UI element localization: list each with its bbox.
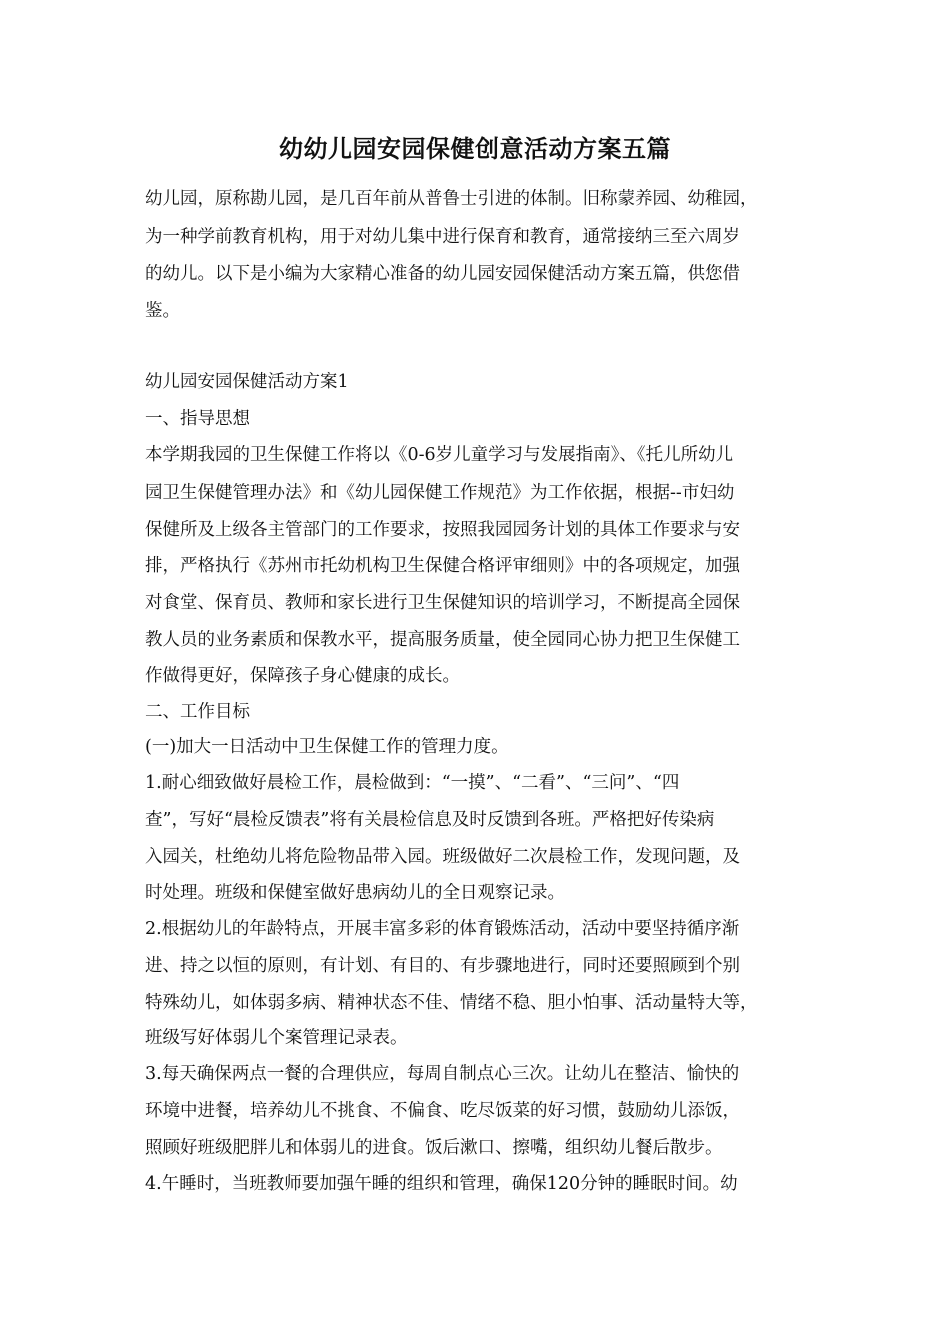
section-heading: 幼儿园安园保健活动方案1	[145, 372, 349, 392]
paragraph-line: 教人员的业务素质和保教水平，提高服务质量，使全园同心协力把卫生保健工	[145, 630, 740, 650]
paragraph-line: 的幼儿。以下是小编为大家精心准备的幼儿园安园保健活动方案五篇，供您借	[145, 264, 740, 284]
paragraph-line: 入园关，杜绝幼儿将危险物品带入园。班级做好二次晨检工作，发现问题，及	[145, 847, 740, 867]
paragraph-line: 时处理。班级和保健室做好患病幼儿的全日观察记录。	[145, 883, 565, 903]
section-heading: 一、指导思想	[145, 409, 250, 429]
paragraph-line: 1.耐心细致做好晨检工作，晨检做到：“一摸”、“二看”、“三问”、“四	[145, 773, 680, 793]
paragraph-line: 班级写好体弱儿个案管理记录表。	[145, 1028, 408, 1048]
paragraph-line: 4.午睡时，当班教师要加强午睡的组织和管理，确保120分钟的睡眠时间。幼	[145, 1174, 738, 1194]
page-title: 幼幼儿园安园保健创意活动方案五篇	[279, 134, 671, 163]
paragraph-line: 3.每天确保两点一餐的合理供应，每周自制点心三次。让幼儿在整洁、愉快的	[145, 1064, 740, 1084]
paragraph-line: 环境中进餐，培养幼儿不挑食、不偏食、吃尽饭菜的好习惯，鼓励幼儿添饭，	[145, 1101, 740, 1121]
paragraph-line: 对食堂、保育员、教师和家长进行卫生保健知识的培训学习，不断提高全园保	[145, 593, 740, 613]
paragraph-line: 特殊幼儿，如体弱多病、精神状态不佳、情绪不稳、胆小怕事、活动量特大等，	[145, 993, 758, 1013]
paragraph-line: 园卫生保健管理办法》和《幼儿园保健工作规范》为工作依据，根据--市妇幼	[145, 483, 735, 503]
paragraph-line: 排，严格执行《苏州市托幼机构卫生保健合格评审细则》中的各项规定，加强	[145, 556, 740, 576]
section-heading: 二、工作目标	[145, 702, 250, 722]
paragraph-line: 2.根据幼儿的年龄特点，开展丰富多彩的体育锻炼活动，活动中要坚持循序渐	[145, 919, 740, 939]
paragraph-line: 进、持之以恒的原则，有计划、有目的、有步骤地进行，同时还要照顾到个别	[145, 956, 740, 976]
paragraph-line: 查”，写好“晨检反馈表”将有关晨检信息及时反馈到各班。严格把好传染病	[145, 810, 715, 830]
paragraph-line: 本学期我园的卫生保健工作将以《0-6岁儿童学习与发展指南》、《托儿所幼儿	[145, 445, 734, 465]
paragraph-line: 照顾好班级肥胖儿和体弱儿的进食。饭后漱口、擦嘴，组织幼儿餐后散步。	[145, 1138, 723, 1158]
paragraph-line: 作做得更好，保障孩子身心健康的成长。	[145, 666, 460, 686]
paragraph-line: 为一种学前教育机构，用于对幼儿集中进行保育和教育，通常接纳三至六周岁	[145, 227, 740, 247]
subsection-heading: (一)加大一日活动中卫生保健工作的管理力度。	[145, 737, 509, 757]
paragraph-line: 保健所及上级各主管部门的工作要求，按照我园园务计划的具体工作要求与安	[145, 520, 740, 540]
paragraph-line: 幼儿园，原称勘儿园，是几百年前从普鲁士引进的体制。旧称蒙养园、幼稚园，	[145, 189, 758, 209]
paragraph-line: 鉴。	[145, 301, 180, 321]
